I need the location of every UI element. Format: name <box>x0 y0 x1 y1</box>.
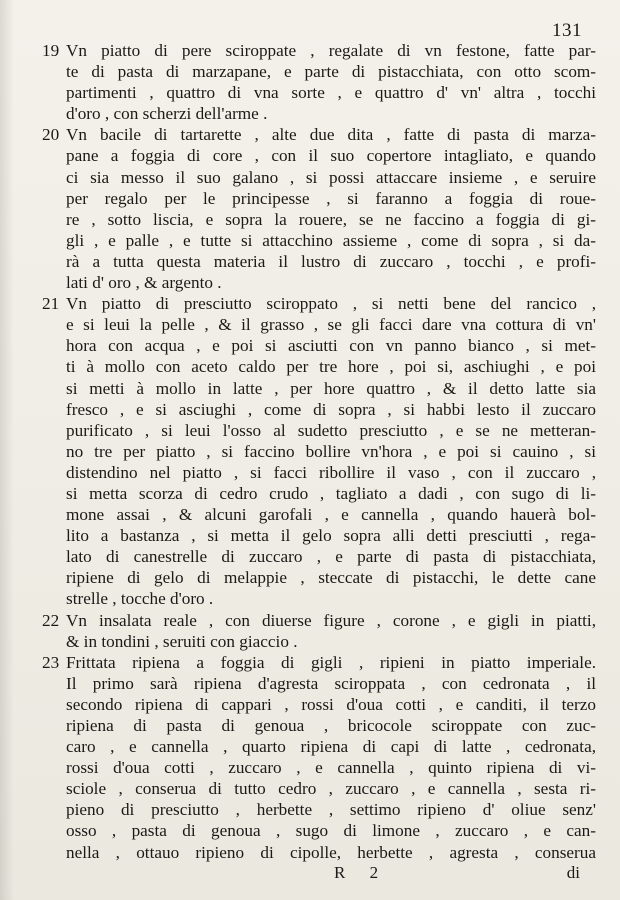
recipe-entry-line <box>42 673 596 694</box>
recipe-entry-line <box>42 356 596 377</box>
recipe-line-text: partimenti , quattro di vna sorte , e quattro d' vn' altra , tocchi <box>66 83 596 103</box>
recipe-line-text: lato di canestrelle di zuccaro , e parte di pasta di pistacchiata, <box>66 547 596 567</box>
recipe-line-text: si metta scorza di cedro crudo , tagliato a dadi , con sugo di li- <box>66 483 596 503</box>
recipe-entry-first-line <box>42 610 596 631</box>
recipe-entry-line <box>42 820 596 841</box>
recipe-line-text: Vn piatto di presciutto sciroppato , si netti bene del rancico , <box>66 294 596 314</box>
recipe-line-text: Il primo sarà ripiena d'agresta sciroppata , con cedronata , il <box>66 673 596 693</box>
recipe-entry-line <box>42 462 596 483</box>
recipe-entry-19 <box>42 40 596 124</box>
recipe-line-text: Vn piatto di pere sciroppate , regalate di vn festone, fatte par- <box>66 41 596 60</box>
page-gutter-shadow <box>0 0 14 900</box>
recipe-entry-22 <box>42 610 596 652</box>
recipe-line-text: ripiena di pasta di genoua , bricocole sciroppate con zuc- <box>66 716 596 735</box>
recipe-entry-line <box>42 715 596 736</box>
signature-mark: R 2 <box>334 863 389 882</box>
recipe-entry-line <box>42 314 596 335</box>
recipe-entry-line <box>42 631 596 652</box>
recipe-entry-line <box>42 842 596 863</box>
recipe-line-text: gli , e palle , e tutte si attacchino assieme , come di sopra , si da- <box>66 230 596 250</box>
recipe-entry-line <box>42 61 596 82</box>
recipe-number: 20 <box>42 125 60 145</box>
recipe-line-text: rà a tutta questa materia il lustro di zuccaro , tocchi , e profi- <box>66 251 596 271</box>
recipe-line-text: hora con acqua , e poi si asciutti con vn panno bianco , si met- <box>66 336 596 356</box>
recipe-entry-line <box>42 525 596 546</box>
recipe-line-text: secondo ripiena di cappari , rossi d'oua cotti , e canditi, il terzo <box>66 694 596 714</box>
recipe-entry-line <box>42 399 596 420</box>
recipe-entry-21 <box>42 293 596 609</box>
recipe-number: 21 <box>42 294 60 314</box>
recipe-entry-line <box>42 694 596 715</box>
recipe-entry-line <box>42 778 596 799</box>
recipe-line-text: Frittata ripiena a foggia di gigli , ripieni in piatto imperiale. <box>66 652 596 672</box>
recipe-line-text: distendino nel piatto , si facci ribollire il vaso , con il zuccaro , <box>66 462 596 482</box>
recipe-entry-line <box>42 335 596 356</box>
recipe-line-text: si metti à mollo in latte , per hore quattro , & il detto latte sia <box>66 378 596 398</box>
recipe-line-text: strelle , tocche d'oro . <box>66 589 214 609</box>
recipe-line-text: rossi d'oua cotti , zuccaro , e cannella , quinto ripiena di vi- <box>66 758 596 778</box>
recipe-entry-first-line <box>42 652 596 673</box>
recipe-entry-line <box>42 441 596 462</box>
recipe-line-text: lito a bastanza , si metta il gelo sopra alli detti presciutti , rega- <box>66 526 596 546</box>
recipe-line-text: sciole , conserua di tutto cedro , zuccaro , e cannella , sesta ri- <box>66 779 596 799</box>
recipe-line-text: Vn insalata reale , con diuerse figure , corone , e gigli in piatti, <box>66 610 596 630</box>
recipe-entry-line <box>42 420 596 441</box>
recipe-entry-line <box>42 145 596 166</box>
recipe-line-text: te di pasta di marzapane, e parte di pistacchiata, con otto scom- <box>66 62 596 82</box>
recipe-entry-line <box>42 378 596 399</box>
recipe-entry-23 <box>42 652 596 863</box>
recipe-entry-line <box>42 272 596 293</box>
recipe-line-text: re , sotto liscia, e sopra la rouere, se ne faccino a foggia di gi- <box>66 209 596 229</box>
recipe-line-text: caro , e cannella , quarto ripiena di capi di latte , cedronata, <box>66 737 596 757</box>
recipe-entry-20 <box>42 124 596 293</box>
recipe-line-text: pane a foggia di core , con il suo copertore intagliato, e quando <box>66 146 596 166</box>
recipe-entry-line <box>42 230 596 251</box>
recipe-entry-line <box>42 251 596 272</box>
recipe-entry-line <box>42 757 596 778</box>
recipe-line-text: & in tondini , seruiti con giaccio . <box>66 631 298 651</box>
recipe-line-text: d'oro , con scherzi dell'arme . <box>66 104 268 124</box>
recipe-entry-first-line <box>42 124 596 145</box>
recipe-entry-line <box>42 504 596 525</box>
recipe-entry-line <box>42 799 596 820</box>
recipe-line-text: ci sia messo il suo galano , si possi attaccare insieme , e seruire <box>66 167 596 187</box>
recipe-line-text: nella , ottauo ripieno di cipolle, herbette , agresta , conserua <box>66 842 596 862</box>
recipe-line-text: per regalo per le principesse , si faranno a foggia di roue- <box>66 188 596 208</box>
recipe-number: 19 <box>42 41 60 60</box>
recipe-line-text: mone assai , & alcuni garofali , e cannella , quando hauerà bol- <box>66 505 596 525</box>
recipe-entry-line <box>42 567 596 588</box>
catchword: di <box>566 863 580 882</box>
recipe-line-text: Vn bacile di tartarette , alte due dita , fatte di pasta di marza- <box>66 125 596 145</box>
recipe-line-text: pieno di presciutto , herbette , settimo ripieno d' oliue senz' <box>66 800 596 820</box>
recipe-entry-line <box>42 588 596 609</box>
recipe-entry-line <box>42 167 596 188</box>
recipe-entry-line <box>42 82 596 103</box>
page-number: 131 <box>552 20 582 41</box>
recipe-entry-line <box>42 209 596 230</box>
recipe-entry-line <box>42 188 596 209</box>
recipe-entry-first-line <box>42 40 596 61</box>
recipe-text <box>42 40 596 863</box>
recipe-line-text: ti à mollo con aceto caldo per tre hore , poi si, aschiughi , e poi <box>66 357 596 377</box>
recipe-line-text: purificato , si leui l'osso al sudetto presciutto , e se ne metteran- <box>66 420 596 440</box>
page-footer <box>0 863 620 885</box>
recipe-line-text: osso , pasta di genoua , sugo di limone , zuccaro , e can- <box>66 821 596 841</box>
recipe-number: 23 <box>42 652 60 672</box>
recipe-entry-line <box>42 546 596 567</box>
recipe-line-text: fresco , e si asciughi , come di sopra , si habbi lesto il zuccaro <box>66 399 596 419</box>
recipe-line-text: no tre per piatto , si faccino bollire vn'hora , e poi si cauino , si <box>66 441 596 461</box>
recipe-entry-line <box>42 736 596 757</box>
recipe-number: 22 <box>42 610 60 630</box>
recipe-line-text: ripiene di gelo di melappie , steccate di pistacchi, le dette cane <box>66 568 596 588</box>
recipe-line-text: e si leui la pelle , & il grasso , se gli facci dare vna cottura di vn' <box>66 315 596 335</box>
recipe-line-text: lati d' oro , & argento . <box>66 273 222 293</box>
recipe-entry-line <box>42 103 596 124</box>
recipe-entry-first-line <box>42 293 596 314</box>
recipe-entry-line <box>42 483 596 504</box>
